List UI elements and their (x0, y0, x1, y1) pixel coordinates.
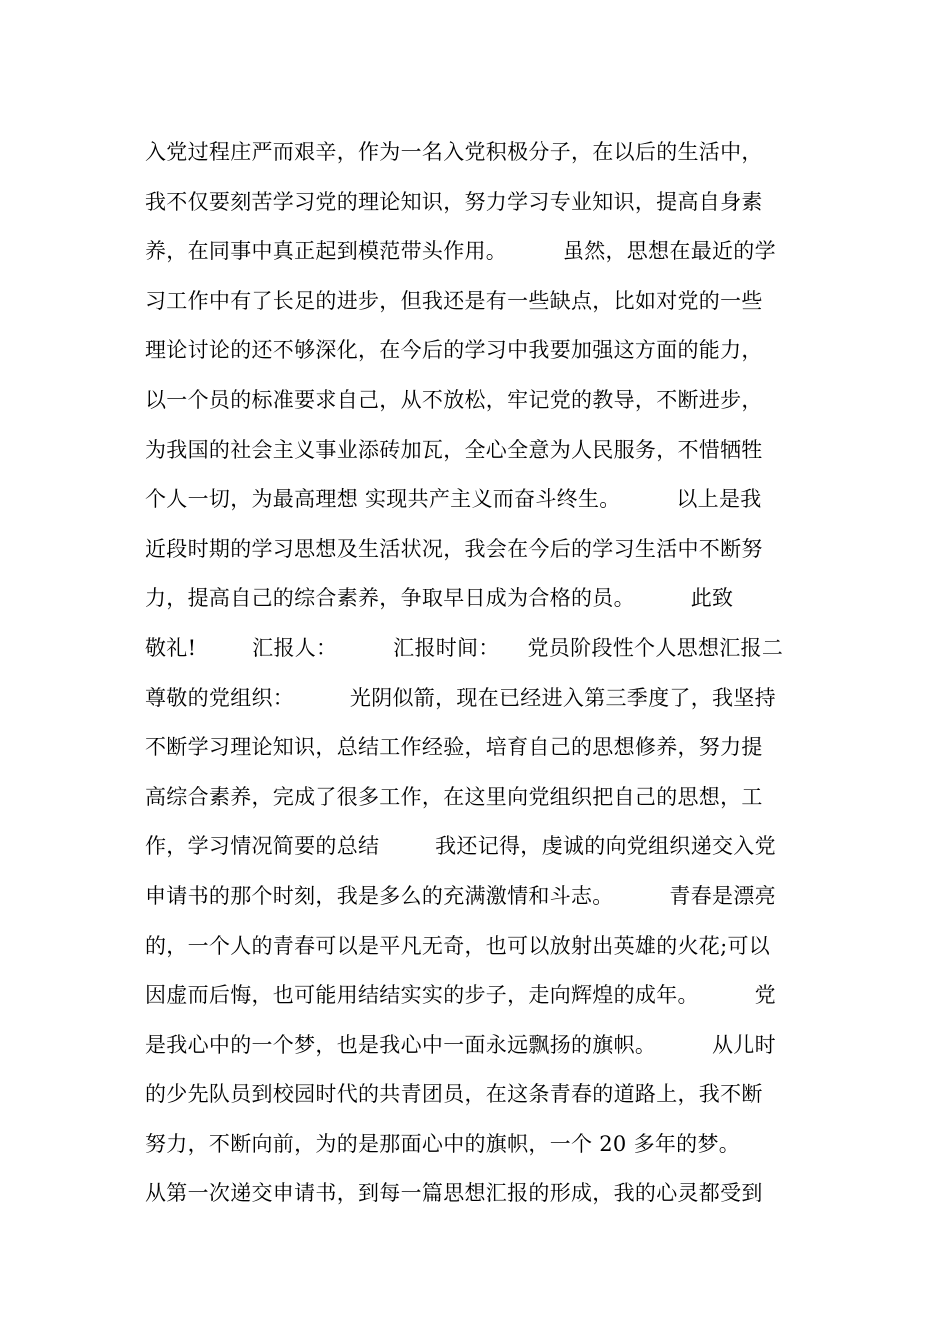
text-line: 作，学习情况简要的总结 我还记得，虔诚的向党组织递交入党 (145, 834, 776, 859)
text-line: 尊敬的党组织： 光阴似箭，现在已经进入第三季度了，我坚持 (145, 685, 776, 710)
text-line: 因虚而后悔，也可能用结结实实的步子，走向辉煌的成年。 党 (145, 983, 776, 1008)
text-line: 理论讨论的还不够深化，在今后的学习中我要加强这方面的能力， (145, 338, 763, 363)
text-line: 努力，不断向前，为的是那面心中的旗帜，一个 20 多年的梦。 (145, 1131, 741, 1156)
text-line: 从第一次递交申请书，到每一篇思想汇报的形成，我的心灵都受到 (145, 1181, 763, 1206)
text-line: 力，提高自己的综合素养，争取早日成为合格的员。 此致 (145, 586, 734, 611)
text-line: 习工作中有了长足的进步，但我还是有一些缺点，比如对党的一些 (145, 288, 763, 313)
text-line: 申请书的那个时刻，我是多么的充满激情和斗志。 青春是漂亮 (145, 883, 776, 908)
text-line: 为我国的社会主义事业添砖加瓦，全心全意为人民服务，不惜牺牲 (145, 437, 763, 462)
text-line: 个人一切，为最高理想 实现共产主义而奋斗终生。 以上是我 (145, 487, 762, 512)
text-line: 高综合素养，完成了很多工作，在这里向党组织把自己的思想，工 (145, 784, 763, 809)
text-line: 的少先队员到校园时代的共青团员，在这条青春的道路上，我不断 (145, 1082, 763, 1107)
text-line: 是我心中的一个梦，也是我心中一面永远飘扬的旗帜。 从儿时 (145, 1032, 776, 1057)
text-line: 我不仅要刻苦学习党的理论知识，努力学习专业知识，提高自身素 (145, 189, 763, 214)
text-line: 近段时期的学习思想及生活状况，我会在今后的学习生活中不断努 (145, 536, 763, 561)
text-line: 入党过程庄严而艰辛，作为一名入党积极分子，在以后的生活中， (145, 140, 763, 164)
text-line: 养，在同事中真正起到模范带头作用。 虽然，思想在最近的学 (145, 239, 776, 264)
document-body (145, 130, 810, 1221)
text-line: 敬礼! 汇报人： 汇报时间： 党员阶段性个人思想汇报二 (145, 635, 784, 660)
text-line: 以一个员的标准要求自己，从不放松，牢记党的教导，不断进步， (145, 387, 763, 412)
text-line: 的，一个人的青春可以是平凡无奇，也可以放射出英雄的火花;可以 (145, 933, 771, 958)
text-line: 不断学习理论知识，总结工作经验，培育自己的思想修养，努力提 (145, 735, 763, 760)
